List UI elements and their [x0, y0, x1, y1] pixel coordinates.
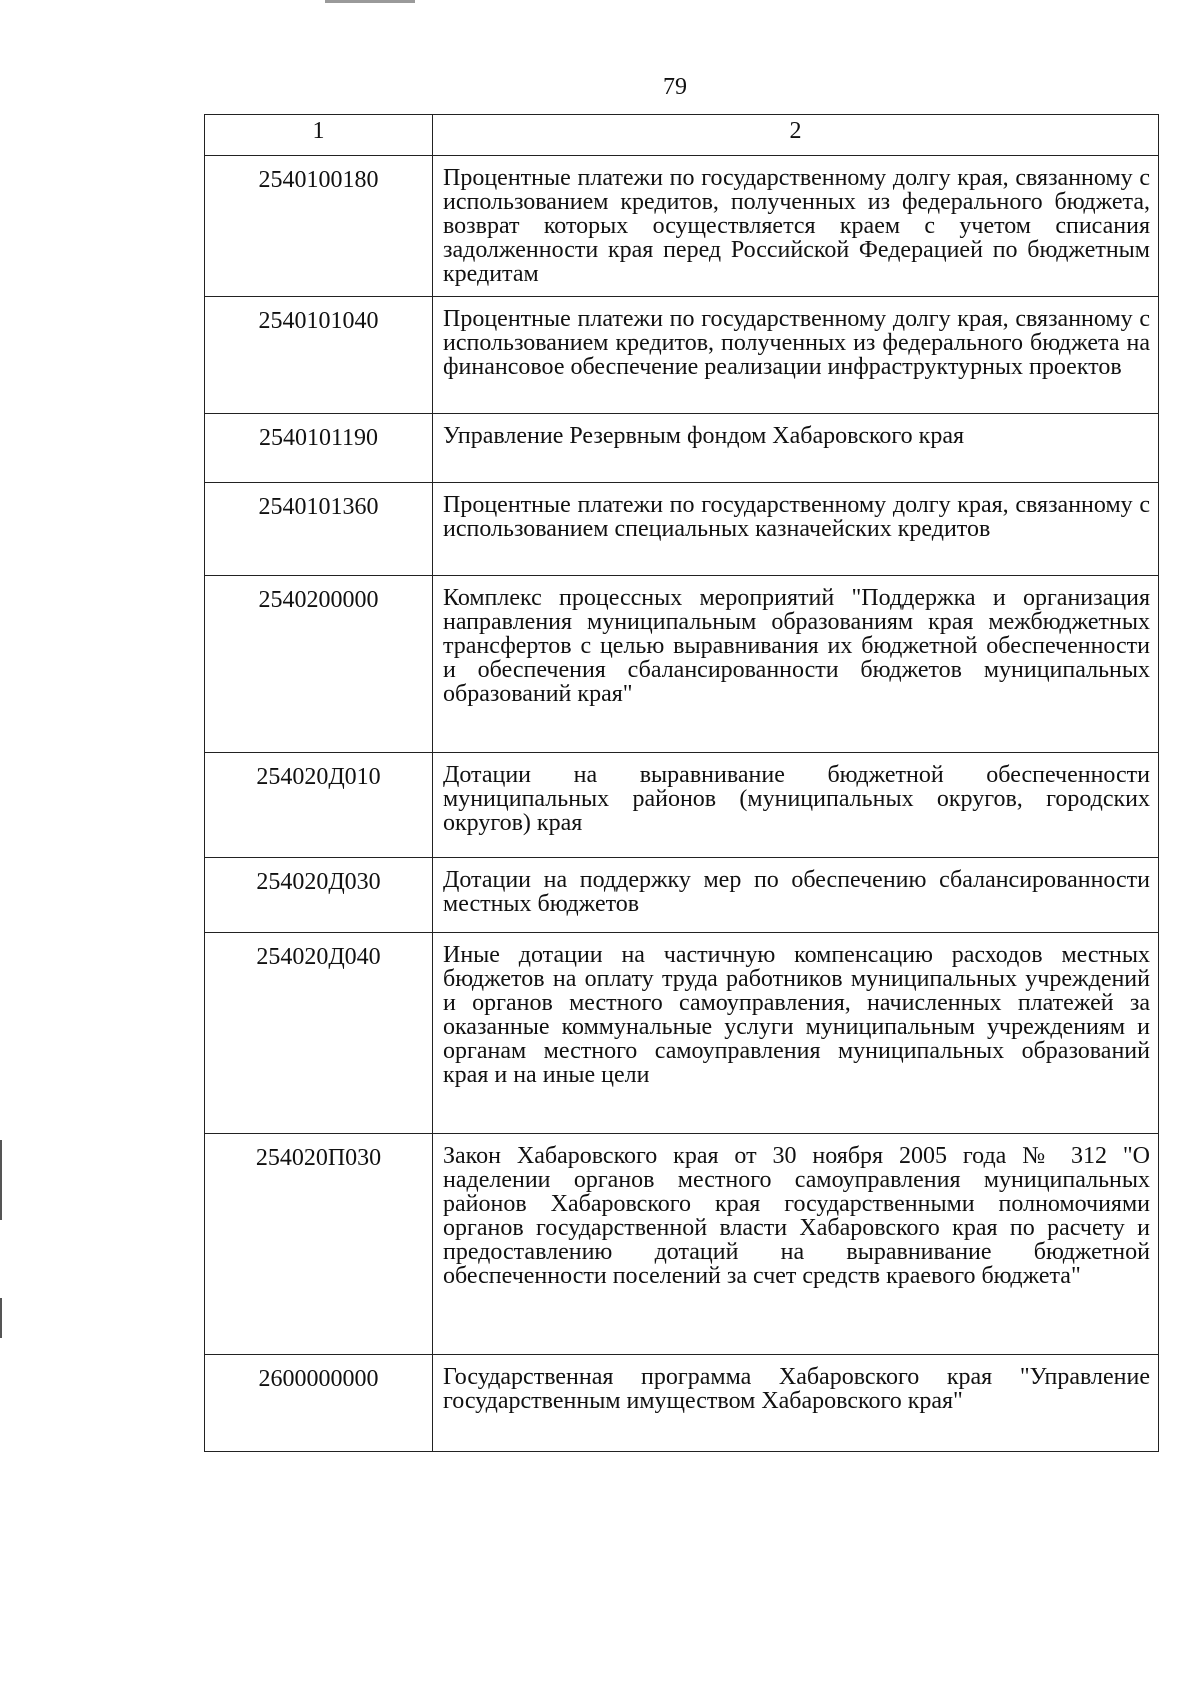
column-header-description: 2: [433, 115, 1159, 156]
row-code: 2540101040: [205, 297, 433, 414]
table-row: [205, 1355, 1159, 1452]
table-row: [205, 156, 1159, 297]
row-code: 254020Д030: [205, 858, 433, 933]
row-description: Иные дотации на частичную компенсацию расходов местных бюджетов на оплату труда работников муниципальных учреждений и органов местного самоуправления, начисленных платежей за оказанные коммунальные услуги муниципальным учреждениям и органам местного самоуправления муниципальных образований края и на иные цели: [433, 933, 1159, 1134]
row-code: 2540100180: [205, 156, 433, 297]
row-description: Процентные платежи по государственному долгу края, связанному с использованием специальных казначейских кредитов: [433, 483, 1159, 576]
table-row: [205, 1134, 1159, 1355]
table-row: [205, 753, 1159, 858]
table-row: [205, 297, 1159, 414]
row-description: Дотации на поддержку мер по обеспечению сбалансированности местных бюджетов: [433, 858, 1159, 933]
row-description: Процентные платежи по государственному долгу края, связанному с использованием кредитов, полученных из федерального бюджета, возврат которых осуществляется краем с учетом списания задолженности края перед Российской Федерацией по бюджетным кредитам: [433, 156, 1159, 297]
table-row: [205, 414, 1159, 483]
row-description: Комплекс процессных мероприятий "Поддержка и организация направления муниципальным образованиям края межбюджетных трансфертов с целью выравнивания их бюджетной обеспеченности и обеспечения сбалансированности бюджетов муниципальных образований края": [433, 576, 1159, 753]
row-description: Дотации на выравнивание бюджетной обеспеченности муниципальных районов (муниципальных округов, городских округов) края: [433, 753, 1159, 858]
row-description: Государственная программа Хабаровского края "Управление государственным имуществом Хабаровского края": [433, 1355, 1159, 1452]
scan-edge-mark: [325, 0, 415, 3]
row-code: 254020П030: [205, 1134, 433, 1355]
row-description: Процентные платежи по государственному долгу края, связанному с использованием кредитов, полученных из федерального бюджета на финансовое обеспечение реализации инфраструктурных проектов: [433, 297, 1159, 414]
table-row: [205, 576, 1159, 753]
row-code: 2540101190: [205, 414, 433, 483]
table-row: [205, 933, 1159, 1134]
page-number: 79: [663, 74, 687, 100]
row-code: 254020Д040: [205, 933, 433, 1134]
budget-code-table: [204, 114, 1159, 1452]
row-code: 2600000000: [205, 1355, 433, 1452]
column-header-code: 1: [205, 115, 433, 156]
scan-edge-mark: [0, 1298, 2, 1338]
row-description: Управление Резервным фондом Хабаровского края: [433, 414, 1159, 483]
row-description: Закон Хабаровского края от 30 ноября 2005 года № 312 "О наделении органов местного самоуправления муниципальных районов Хабаровского края государственными полномочиями органов государственной власти Хабаровского края по расчету и предоставлению дотаций на выравнивание бюджетной обеспеченности поселений за счет средств краевого бюджета": [433, 1134, 1159, 1355]
row-code: 254020Д010: [205, 753, 433, 858]
table-header-row: [205, 115, 1159, 156]
table-row: [205, 483, 1159, 576]
row-code: 2540200000: [205, 576, 433, 753]
scan-edge-mark: [0, 1140, 2, 1220]
table-row: [205, 858, 1159, 933]
row-code: 2540101360: [205, 483, 433, 576]
